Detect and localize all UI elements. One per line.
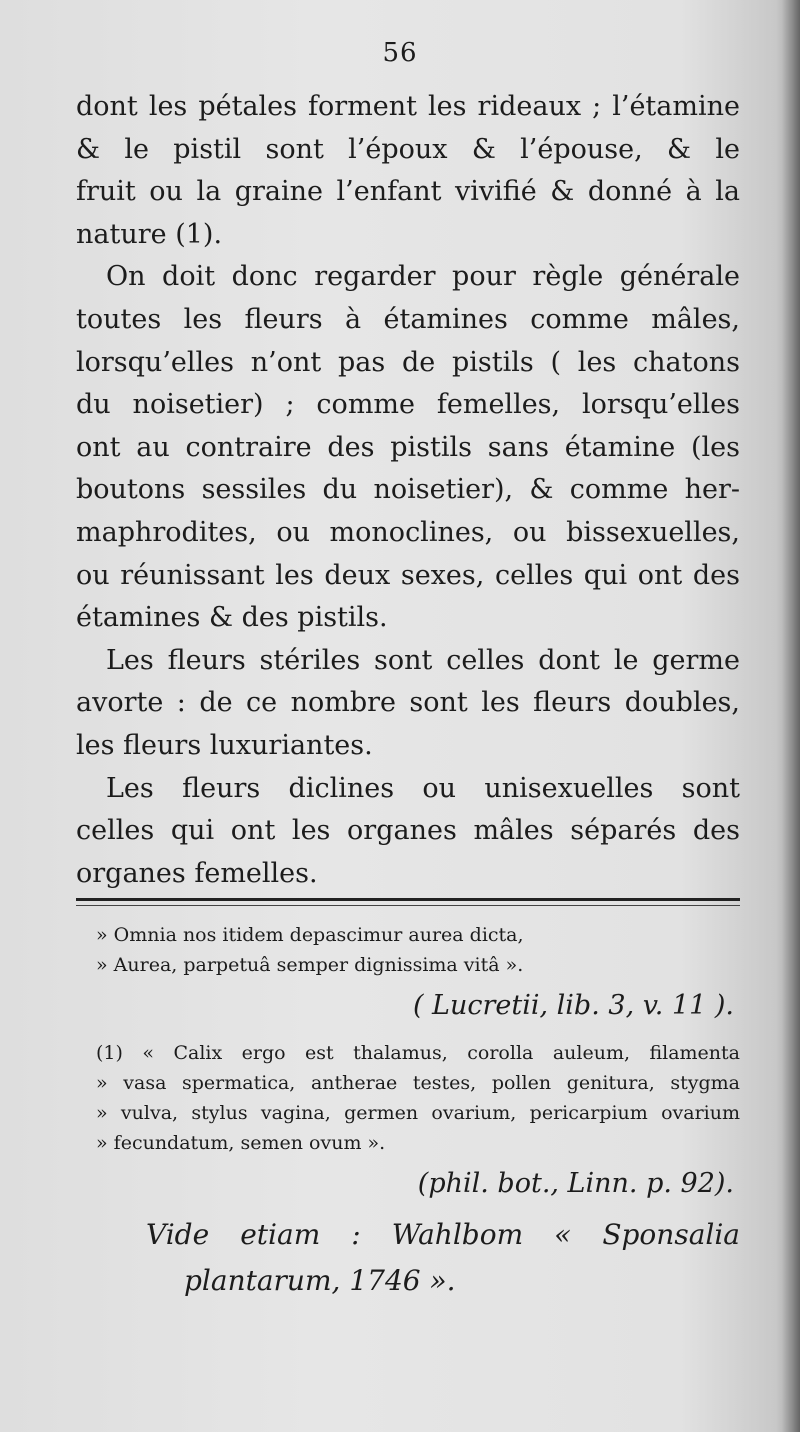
page-number: 56 (382, 38, 418, 68)
quote-line: » Omnia nos itidem depascimur aurea dicta, (96, 924, 524, 946)
text-line: dont les pétales forment les rideaux ; l’étamine (76, 91, 740, 122)
reference-line: plantarum, 1746 ». (184, 1264, 456, 1297)
text-line: On doit donc regarder pour règle générale (106, 261, 740, 293)
text-line: organes femelles. (76, 857, 318, 889)
text-line: du noisetier) ; comme femelles, lorsqu’elles (76, 389, 740, 421)
spacer (96, 1028, 740, 1038)
footnote-divider (76, 898, 740, 901)
quote-citation: ( Lucretii, lib. 3, v. 11 ). (412, 990, 734, 1021)
paragraph-1 (76, 86, 740, 256)
text-line: Les fleurs diclines ou unisexuelles sont (106, 772, 740, 804)
footnotes (96, 920, 740, 1206)
text-line: fruit ou la graine l’enfant vivifié & donné à la (76, 176, 740, 208)
page-edge-shadow (782, 0, 800, 1432)
footnote-citation: (phil. bot., Linn. p. 92). (417, 1168, 734, 1199)
footnote-line: » vulva, stylus vagina, germen ovarium, pericarpium ovarium (96, 1102, 740, 1124)
text-line: toutes les fleurs à étamines comme mâles, (76, 303, 740, 335)
text-line: nature (1). (76, 218, 223, 250)
footnote-line: (1) « Calix ergo est thalamus, corolla auleum, filamenta (96, 1042, 740, 1064)
footnote-line: » vasa spermatica, antherae testes, pollen genitura, stygma (96, 1072, 740, 1094)
text-line: les fleurs luxuriantes. (76, 729, 373, 761)
text-line: & le pistil sont l’époux & l’épouse, & le (76, 133, 740, 165)
text-line: lorsqu’elles n’ont pas de pistils ( les chatons (76, 346, 740, 378)
footnote-line: » fecundatum, semen ovum ». (96, 1132, 386, 1154)
paragraph-2 (76, 256, 740, 639)
quote-line: » Aurea, parpetuâ semper dignissima vitâ ». (96, 954, 524, 976)
text-line: avorte : de ce nombre sont les fleurs doubles, (76, 687, 740, 719)
text-line: ou réunissant les deux sexes, celles qui ont des (76, 559, 740, 591)
text-line: maphrodites, ou monoclines, ou bissexuelles, (76, 516, 740, 548)
reference-line: Vide etiam : Wahlbom « Sponsalia (146, 1218, 740, 1251)
text-line: boutons sessiles du noisetier), & comme her- (76, 474, 740, 506)
footnote-divider-thin (76, 905, 740, 906)
paragraph-3 (76, 640, 740, 768)
reference-note (146, 1212, 740, 1304)
text-line: étamines & des pistils. (76, 602, 388, 634)
text-line: ont au contraire des pistils sans étamine (les (76, 431, 740, 463)
main-text (76, 86, 740, 895)
text-line: Les fleurs stériles sont celles dont le germe (106, 644, 740, 676)
paragraph-4 (76, 768, 740, 896)
text-line: celles qui ont les organes mâles séparés des (76, 815, 740, 847)
